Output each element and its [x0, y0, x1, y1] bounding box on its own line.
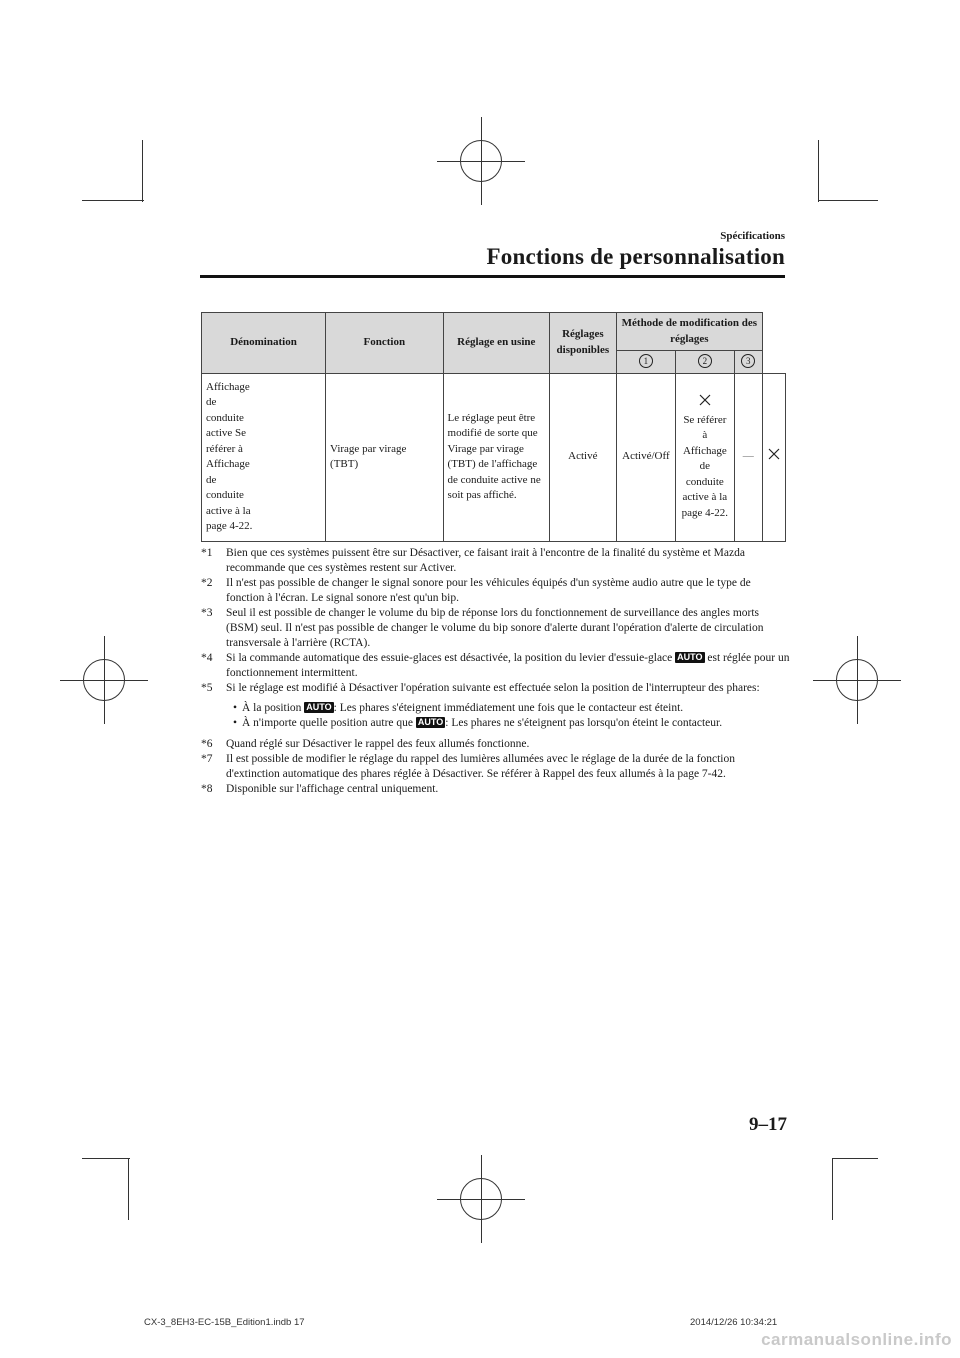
crop-mark [832, 1158, 833, 1220]
footnote-text: Il n'est pas possible de changer le signal sonore pour les véhicules équipés d'un système audio autre que le type de fonction à l'écran. Le signal sonore n'est qu'un bip. [226, 577, 751, 604]
crop-mark [818, 140, 819, 202]
col-header-available: Réglages disponibles [550, 313, 617, 374]
footnote [201, 752, 791, 782]
function-name: Virage par virage (TBT) [330, 442, 407, 470]
footnote [201, 546, 791, 576]
table-header-row [202, 313, 786, 351]
method-3-cell [763, 373, 786, 541]
function-description: Le réglage peut être modifié de sorte que Virage par virage (TBT) de l'affichage de conduite active ne soit pas affiché. [447, 411, 541, 501]
footnote [201, 737, 791, 752]
auto-badge-icon: AUTO [306, 702, 332, 712]
method-number-2 [676, 351, 734, 374]
footnote [201, 576, 791, 606]
section-label: Spécifications [720, 230, 785, 242]
footnote-mark: *6 [201, 738, 213, 750]
circled-number-icon: 1 [639, 354, 653, 368]
footnote-text-part: Si la commande automatique des essuie-glaces est désactivée, la position du levier d'essuie-glace [226, 652, 673, 664]
cross-icon [698, 393, 712, 407]
circled-number-icon: 2 [698, 354, 712, 368]
available-settings-cell: Activé/Off [616, 373, 676, 541]
auto-badge-icon: AUTO [417, 717, 444, 727]
function-name-cell [326, 373, 444, 541]
factory-setting-cell: Activé [550, 373, 617, 541]
col-header-factory: Réglage en usine [443, 313, 549, 374]
footnote-text: Quand réglé sur Désactiver le rappel des feux allumés fonctionne. [226, 738, 530, 750]
footnote-text [226, 651, 791, 681]
bullet-text-part: À n'importe quelle position autre que [242, 717, 414, 729]
footnote-text: Si le réglage est modifié à Désactiver l'opération suivante est effectuée selon la position de l'interrupteur des phares: [226, 682, 760, 694]
crop-mark [832, 1158, 878, 1159]
bullet-text [242, 701, 683, 716]
method-number-3 [734, 351, 762, 374]
footer-timestamp: 2014/12/26 10:34:21 [690, 1317, 778, 1328]
page-number: 9–17 [749, 1114, 787, 1135]
registration-mark [460, 1178, 502, 1220]
page-title: Fonctions de personnalisation [486, 244, 785, 269]
bullet-text-part: : Les phares ne s'éteignent pas lorsqu'on éteint le contacteur. [445, 717, 723, 729]
circled-number-icon: 3 [741, 354, 755, 368]
method-1-text: Se référer à Affichage de conduite active à la page 4-22. [681, 413, 729, 519]
registration-mark [83, 659, 125, 701]
bullet-icon: • [233, 717, 238, 729]
footnote [201, 681, 791, 696]
crop-mark [142, 140, 143, 202]
crop-mark [82, 1158, 130, 1159]
footnote-mark: *3 [201, 607, 213, 619]
col-header-name: Dénomination [202, 313, 326, 374]
col-header-method: Méthode de modification des réglages [616, 313, 762, 351]
footnote-mark: *4 [201, 652, 213, 664]
footnote [201, 651, 791, 681]
registration-mark [836, 659, 878, 701]
list-item [233, 716, 791, 731]
list-item [233, 701, 791, 716]
crop-mark [128, 1158, 129, 1220]
footnote-mark: *1 [201, 547, 213, 559]
footnote-text: Seul il est possible de changer le volume du bip de réponse lors du fonctionnement de surveillance des angles morts (BSM) seul. Il n'est pas possible de changer le volume du bip sonore d'alerte durant l'opération d'alerte de circulation transversale à l'arrière (RCTA). [226, 607, 764, 649]
col-header-function: Fonction [326, 313, 444, 374]
footnotes [201, 546, 791, 797]
crop-mark [818, 200, 878, 201]
footnote-bullet-list [233, 701, 791, 731]
bullet-text-part: : Les phares s'éteignent immédiatement une fois que le contacteur est éteint. [333, 702, 684, 714]
cross-icon [767, 447, 781, 461]
title-rule [200, 275, 785, 278]
setting-name-cell [202, 373, 326, 541]
bullet-text [242, 716, 722, 731]
footnote-mark: *8 [201, 783, 213, 795]
crop-mark [82, 200, 144, 201]
setting-name: Affichage de conduite active Se référer à Affichage de conduite active à la page 4-22. [206, 380, 253, 532]
bullet-text-part: À la position [242, 702, 302, 714]
method-number-1 [616, 351, 676, 374]
footnote [201, 606, 791, 651]
description-cell [443, 373, 549, 541]
footnote-text: Il est possible de modifier le réglage du rappel des lumières allumées avec le réglage de la durée de la fonction d'extinction automatique des phares réglée à Désactiver. Se référer à Rappel des feux allumés à la page 7-42. [226, 753, 735, 780]
footnote-mark: *7 [201, 753, 213, 765]
footer-filename: CX-3_8EH3-EC-15B_Edition1.indb 17 [144, 1317, 305, 1328]
bullet-icon: • [233, 702, 238, 714]
table-row [202, 373, 786, 541]
auto-badge-icon: AUTO [677, 652, 703, 662]
footnote-text-part: est réglée pour un fonctionnement intermittent. [226, 652, 790, 679]
footnote [201, 782, 791, 797]
settings-table [201, 312, 786, 542]
footnote-mark: *5 [201, 682, 213, 694]
method-1-cell [676, 373, 734, 541]
footnote-text: Disponible sur l'affichage central uniquement. [226, 783, 439, 795]
registration-mark [460, 140, 502, 182]
footnote-mark: *2 [201, 577, 213, 589]
footnote-text: Bien que ces systèmes puissent être sur Désactiver, ce faisant irait à l'encontre de la finalité du système et Mazda recommande que ces systèmes restent sur Activer. [226, 547, 745, 574]
watermark: carmanualsonline.info [761, 1330, 952, 1349]
method-2-cell: — [734, 373, 762, 541]
